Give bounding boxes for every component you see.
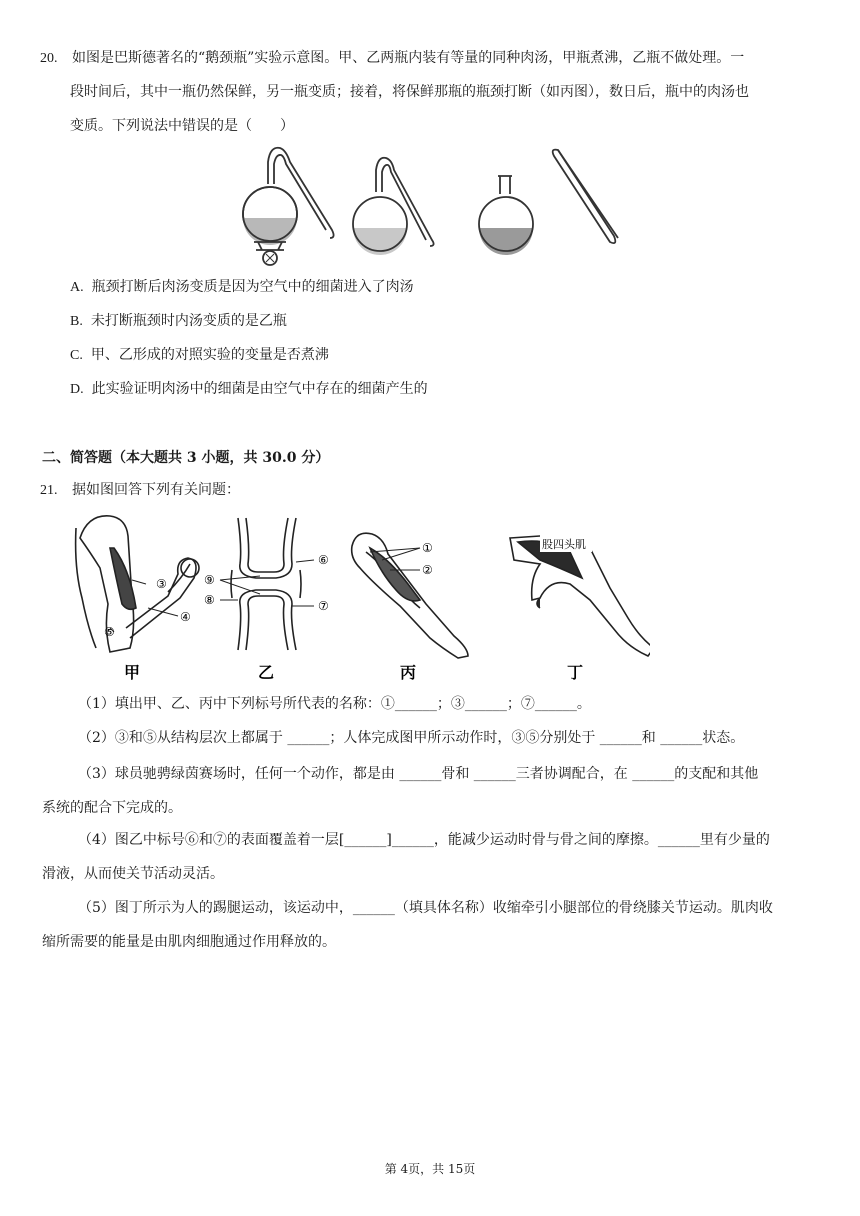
- label-8: ⑧: [204, 593, 215, 607]
- joint-diagram-yi: [231, 518, 301, 650]
- label-9: ⑨: [204, 573, 215, 587]
- flask-yi: [353, 158, 434, 255]
- q21-intro: 据如图回答下列有关问题：: [71, 482, 240, 498]
- q20-option-d[interactable]: [70, 379, 428, 400]
- caption-jia: 甲: [124, 663, 141, 682]
- option-text: 此实验证明肉汤中的细菌是由空气中存在的细菌产生的: [91, 381, 428, 397]
- option-letter: B.: [70, 314, 83, 329]
- caption-ding: 丁: [567, 663, 584, 682]
- page-footer: 第 4页，共 15页: [384, 1162, 476, 1176]
- q20-line-3: 变质。下列说法中错误的是（ ）: [70, 118, 294, 134]
- label-3: ③: [156, 577, 167, 591]
- q21-sub-4a: （4）图乙中标号⑥和⑦的表面覆盖着一层[______]______，能减少运动时骨与骨之间的摩擦。______里有少量的: [78, 832, 770, 848]
- arm-diagram-jia: [76, 516, 199, 652]
- label-6: ⑥: [318, 553, 329, 567]
- label-quadriceps: 股四头肌: [542, 538, 586, 551]
- leg-diagram-bing: [352, 533, 468, 658]
- section-title: 二、简答题（本大题共 3 小题，共 30.0 分）: [42, 450, 330, 466]
- q21-sub-2: （2）③和⑤从结构层次上都属于 ______；人体完成图甲所示动作时，③⑤分别处于 ______和 ______状态。: [78, 730, 745, 746]
- option-text: 未打断瓶颈时内汤变质的是乙瓶: [90, 313, 287, 329]
- swan-neck-flask-figure: [236, 142, 626, 270]
- q20-option-b[interactable]: [70, 311, 287, 332]
- label-7: ⑦: [318, 599, 329, 613]
- joint-callouts: [220, 560, 314, 606]
- flask-bing: [479, 150, 618, 255]
- label-2: ②: [422, 563, 433, 577]
- caption-yi: 乙: [258, 663, 275, 682]
- q21-number: 21.: [40, 483, 58, 498]
- anatomy-figure: [70, 508, 650, 684]
- q21-sub-3b: 系统的配合下完成的。: [42, 800, 182, 816]
- q21-sub-3a: （3）球员驰骋绿茵赛场时，任何一个动作，都是由 ______骨和 ______三者协调配合，在 ______的支配和其他: [78, 766, 759, 782]
- label-4: ④: [180, 610, 191, 624]
- q21-sub-4b: 滑液，从而使关节活动灵活。: [42, 866, 224, 882]
- option-text: 瓶颈打断后肉汤变质是因为空气中的细菌进入了肉汤: [91, 279, 414, 295]
- q21-sub-5b: 缩所需要的能量是由肌肉细胞通过作用释放的。: [42, 934, 336, 950]
- leg-diagram-ding: [510, 536, 650, 656]
- option-letter: D.: [70, 382, 84, 397]
- option-letter: A.: [70, 280, 84, 295]
- option-text: 甲、乙形成的对照实验的变量是否煮沸: [90, 347, 329, 363]
- flask-jia: [243, 148, 334, 265]
- q20-line-1: [40, 48, 744, 69]
- label-1: ①: [422, 541, 433, 555]
- q20-line-2: 段时间后，其中一瓶仍然保鲜，另一瓶变质；接着，将保鲜那瓶的瓶颈打断（如丙图），数日后，瓶中的肉汤也: [70, 84, 749, 100]
- q21-line-1: [40, 480, 240, 501]
- q20-number: 20.: [40, 51, 58, 66]
- caption-bing: 丙: [400, 663, 417, 682]
- q21-sub-1: （1）填出甲、乙、丙中下列标号所代表的名称：①______；③______；⑦______。: [78, 696, 591, 712]
- q20-option-a[interactable]: [70, 277, 414, 298]
- q21-sub-5a: （5）图丁所示为人的踢腿运动，该运动中，______（填具体名称）收缩牵引小腿部位的骨绕膝关节运动。肌肉收: [78, 900, 773, 916]
- q20-option-c[interactable]: [70, 345, 329, 366]
- q20-text-1: 如图是巴斯德著名的“鹅颈瓶”实验示意图。甲、乙两瓶内装有等量的同种肉汤，甲瓶煮沸，乙瓶不做处理。一: [71, 50, 745, 66]
- label-5: ⑤: [104, 625, 115, 639]
- option-letter: C.: [70, 348, 83, 363]
